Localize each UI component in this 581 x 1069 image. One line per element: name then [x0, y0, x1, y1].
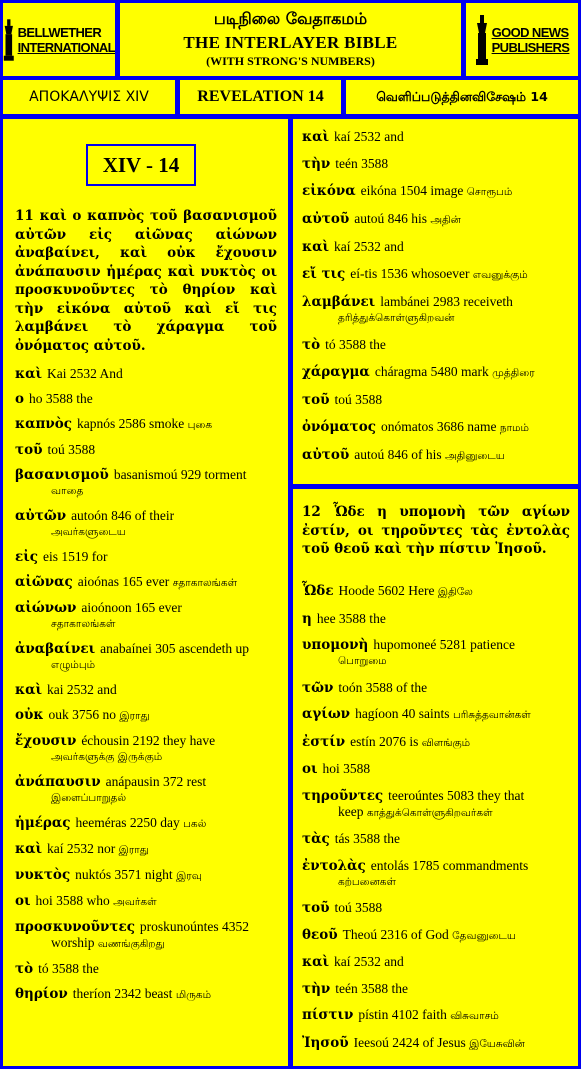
word-entry — [15, 961, 279, 977]
word-entry — [302, 831, 570, 847]
tamil-gloss: வாதை — [51, 485, 84, 497]
tamil-gloss: அதினுடைய — [444, 450, 505, 462]
transliteration-strongs-gloss: hee 3588 the — [316, 610, 386, 626]
verse-12-word-list — [302, 583, 570, 1062]
transliteration-strongs-gloss: autoú 846 of his — [354, 447, 442, 462]
transliteration-strongs-gloss: estín 2076 is — [350, 733, 419, 749]
word-entry — [302, 734, 570, 751]
transliteration-strongs-gloss: tás 3588 the — [334, 831, 400, 846]
greek-word: τοῦ — [15, 442, 43, 458]
tamil-gloss: இரவு — [176, 870, 202, 882]
word-entry — [302, 447, 570, 464]
word-entry — [15, 416, 279, 433]
word-entry — [302, 637, 570, 669]
verse-12-greek: 12 Ὧδε η υπομονὴ τῶν αγίων ἐστίν, οι τηροῦντες τὰς ἐντολὰς τοῦ θεοῦ καὶ τὴν πίστιν Ἰησοῦ. — [302, 504, 570, 557]
greek-word: ἔχουσιν — [15, 733, 77, 749]
bible-subtitle: (WITH STRONG'S NUMBERS) — [206, 54, 375, 68]
right-logo-line2: PUBLISHERS — [491, 39, 570, 55]
transliteration-strongs-gloss: hagíoon 40 saints — [355, 706, 450, 721]
greek-word: βασανισμοῦ — [15, 467, 109, 483]
word-entry — [302, 611, 570, 627]
greek-word: τὴν — [302, 980, 331, 997]
greek-word: ἀνάπαυσιν — [15, 774, 101, 790]
greek-word: Ἰησοῦ — [302, 1034, 349, 1051]
transliteration-strongs-gloss: lambánei 2983 receiveth — [380, 294, 513, 309]
english-book-title: REVELATION 14 — [180, 80, 341, 114]
right-logo-line1: GOOD NEWS — [491, 24, 569, 40]
verse-11-greek: 11 καὶ ο καπνὸς τοῦ βασανισμοῦ αὐτῶν εἰς αἰῶνας αἰώνων ἀναβαίνει, καὶ οὐκ ἔχουσιν ἀνάπαυσιν ἡμέρας καὶ νυκτὸς οι προσκυνοῦντες τὸ θηρίον καὶ τὴν εἰκόνα αὐτοῦ καὶ εἴ τις λαμβάνει τὸ χάραγμα τοῦ ὀνόματος αὐτοῦ. — [15, 208, 277, 354]
transliteration-strongs-gloss: ouk 3756 no — [48, 707, 116, 722]
verse-11-word-list-continued — [302, 129, 570, 475]
word-entry — [302, 900, 570, 916]
greek-word: καπνὸς — [15, 416, 72, 432]
transliteration-strongs-gloss: hoi 3588 who — [35, 893, 110, 908]
transliteration-strongs-gloss: autoú 846 his — [354, 211, 427, 226]
word-entry — [15, 442, 279, 458]
word-entry — [302, 1007, 570, 1024]
tamil-gloss: விசுவாசம் — [450, 1010, 499, 1022]
word-entry — [15, 733, 279, 765]
tamil-gloss: பரிசுத்தவான்கள் — [452, 709, 531, 721]
greek-word: οὐκ — [15, 707, 44, 723]
word-entry — [15, 508, 279, 540]
tamil-gloss: தேவனுடைய — [452, 929, 516, 942]
bellwether-logo — [3, 3, 115, 76]
transliteration-strongs-gloss: aioónoon 165 ever — [81, 600, 182, 615]
transliteration-strongs-gloss: entolás 1785 commandments — [370, 857, 529, 873]
transliteration-strongs-gloss: anápausin 372 rest — [105, 774, 207, 789]
tamil-gloss: அவர்களுடைய — [51, 526, 126, 538]
greek-word: υπομονὴ — [302, 637, 369, 653]
tamil-gloss: பொறுமை — [338, 655, 387, 667]
greek-word: θεοῦ — [302, 926, 338, 943]
transliteration-strongs-gloss: nuktós 3571 night — [75, 867, 173, 882]
left-logo-line2: INTERNATIONAL — [17, 39, 115, 55]
word-entry — [15, 815, 279, 832]
transliteration-strongs-gloss: eikóna 1504 image — [360, 183, 464, 198]
transliteration-strongs-gloss: theríon 2342 beast — [72, 986, 173, 1001]
greek-word: ἡμέρας — [15, 815, 71, 831]
transliteration-strongs-gloss: toú 3588 — [334, 900, 383, 915]
transliteration-strongs-gloss: teén 3588 — [335, 156, 389, 171]
word-entry — [15, 366, 279, 382]
transliteration-strongs-gloss: hoi 3588 — [322, 761, 371, 776]
left-column — [3, 119, 288, 1066]
greek-word: καὶ — [302, 954, 330, 970]
greek-word: οι — [15, 893, 31, 909]
word-entry — [302, 680, 570, 696]
word-entry — [302, 1035, 570, 1052]
transliteration-strongs-gloss: basanismoú 929 torment — [113, 467, 247, 482]
greek-word: ἐστίν — [302, 733, 346, 750]
transliteration-strongs-gloss: teeroúntes 5083 they that — [388, 787, 525, 803]
good-news-logo — [466, 3, 578, 76]
greek-word: νυκτὸς — [15, 867, 71, 883]
transliteration-strongs-gloss: tó 3588 the — [325, 337, 386, 352]
greek-word: καὶ — [302, 239, 330, 255]
word-entry — [15, 549, 279, 565]
greek-word: τὸ — [302, 337, 321, 353]
right-bottom-column — [293, 489, 578, 1066]
tamil-gloss: எவனுக்கும் — [472, 269, 528, 281]
word-entry — [15, 467, 279, 499]
word-entry — [15, 641, 279, 673]
tamil-gloss: வணங்குகிறது — [97, 938, 165, 950]
greek-word: καὶ — [15, 366, 43, 382]
greek-word: ἀναβαίνει — [15, 641, 96, 657]
transliteration-strongs-gloss: ho 3588 the — [29, 391, 93, 406]
word-entry — [302, 392, 570, 408]
tamil-gloss: மிருகம் — [175, 989, 212, 1001]
greek-word: οι — [302, 761, 318, 777]
greek-word: τὸ — [15, 961, 34, 977]
left-logo-line1: BELLWETHER — [17, 24, 102, 40]
tamil-gloss: அவர்கள் — [113, 896, 157, 908]
transliteration-strongs-gloss: kaí 2532 and — [334, 239, 404, 254]
word-entry — [15, 893, 279, 910]
tamil-title: படிநிலை வேதாகமம் — [213, 9, 368, 28]
greek-word: τὴν — [302, 156, 331, 172]
transliteration-strongs-gloss: échousin 2192 they have — [81, 733, 216, 748]
chapter-label: XIV - 14 — [86, 144, 196, 186]
greek-word: πίστιν — [302, 1007, 354, 1023]
greek-word: ο — [15, 391, 25, 407]
greek-word: τηροῦντες — [302, 787, 384, 804]
greek-word: ἐντολὰς — [302, 857, 366, 874]
tamil-gloss: புகை — [187, 419, 213, 431]
word-entry — [302, 788, 570, 821]
greek-word: η — [302, 610, 312, 627]
tamil-gloss: இதிலே — [437, 586, 473, 598]
tamil-gloss: இயேசுவின் — [469, 1037, 525, 1050]
tower-icon — [475, 15, 489, 65]
word-entry — [302, 239, 570, 255]
right-top-column — [293, 119, 578, 484]
word-entry — [15, 919, 279, 952]
greek-word: τὰς — [302, 831, 330, 847]
word-entry — [302, 761, 570, 777]
gloss-continued: keep — [338, 803, 364, 819]
word-entry — [15, 867, 279, 884]
tamil-gloss: சதாகாலங்கள் — [51, 618, 116, 630]
greek-word: λαμβάνει — [302, 294, 376, 310]
greek-word: ὀνόματος — [302, 419, 376, 435]
word-entry — [15, 986, 279, 1003]
transliteration-strongs-gloss: Kai 2532 And — [47, 366, 123, 381]
greek-book-title: ΑΠΟΚΑΛΥΨΙΣ XIV — [3, 80, 175, 114]
transliteration-strongs-gloss: teén 3588 the — [335, 980, 408, 996]
tamil-gloss: கற்பனைகள் — [338, 875, 396, 888]
greek-word: αἰώνων — [15, 600, 77, 616]
transliteration-strongs-gloss: kapnós 2586 smoke — [76, 416, 185, 431]
transliteration-strongs-gloss: proskunoúntes 4352 — [139, 919, 250, 934]
gloss-continued: worship — [51, 935, 95, 950]
tamil-gloss: அதின் — [430, 214, 461, 226]
transliteration-strongs-gloss: toón 3588 of the — [338, 679, 428, 695]
word-entry — [302, 211, 570, 228]
tamil-gloss: பகல் — [183, 818, 207, 830]
transliteration-strongs-gloss: eis 1519 for — [42, 549, 108, 564]
word-entry — [15, 841, 279, 858]
greek-word: εἰς — [15, 549, 38, 565]
transliteration-strongs-gloss: heeméras 2250 day — [75, 815, 180, 830]
greek-word: αὐτῶν — [15, 508, 67, 524]
tamil-gloss: இராது — [119, 710, 150, 722]
tamil-gloss: சொரூபம் — [466, 186, 513, 198]
word-entry — [302, 294, 570, 326]
tamil-gloss: விளங்கும் — [421, 736, 471, 749]
transliteration-strongs-gloss: kai 2532 and — [47, 682, 117, 697]
transliteration-strongs-gloss: Hoode 5602 Here — [338, 583, 435, 598]
word-entry — [15, 774, 279, 806]
word-entry — [15, 682, 279, 698]
word-entry — [302, 583, 570, 600]
tamil-gloss: முத்திரை — [492, 367, 535, 379]
greek-word: προσκυνοῦντες — [15, 919, 135, 935]
transliteration-strongs-gloss: kaí 2532 and — [334, 954, 404, 969]
transliteration-strongs-gloss: cháragma 5480 mark — [374, 364, 489, 379]
greek-word: Ὧδε — [302, 583, 334, 599]
greek-word: θηρίον — [15, 986, 68, 1002]
transliteration-strongs-gloss: aioónas 165 ever — [77, 574, 170, 589]
greek-word: καὶ — [15, 841, 43, 857]
transliteration-strongs-gloss: toú 3588 — [47, 442, 96, 457]
greek-word: αγίων — [302, 706, 351, 722]
transliteration-strongs-gloss: eí-tis 1536 whosoever — [350, 266, 470, 281]
word-entry — [302, 419, 570, 436]
tamil-gloss: காத்துக்கொள்ளுகிறவர்கள் — [366, 806, 493, 819]
transliteration-strongs-gloss: kaí 2532 nor — [47, 841, 116, 856]
word-entry — [302, 927, 570, 944]
word-entry — [302, 981, 570, 997]
word-entry — [15, 574, 279, 591]
transliteration-strongs-gloss: Ieesoú 2424 of Jesus — [353, 1034, 466, 1050]
greek-word: εἰκόνα — [302, 183, 356, 199]
word-entry — [302, 266, 570, 283]
word-entry — [302, 364, 570, 381]
transliteration-strongs-gloss: onómatos 3686 name — [380, 419, 497, 434]
transliteration-strongs-gloss: toú 3588 — [334, 392, 383, 407]
greek-word: εἴ τις — [302, 266, 346, 282]
greek-word: τοῦ — [302, 392, 330, 408]
word-entry — [302, 337, 570, 353]
greek-word: καὶ — [15, 682, 43, 698]
word-entry — [302, 156, 570, 172]
transliteration-strongs-gloss: Theoú 2316 of God — [342, 926, 449, 942]
tamil-book-title: வெளிப்படுத்தினவிசேஷம் 14 — [346, 80, 578, 114]
transliteration-strongs-gloss: tó 3588 the — [38, 961, 99, 976]
word-entry — [302, 706, 570, 723]
tamil-gloss: நாமம் — [499, 422, 529, 434]
word-entry — [15, 391, 279, 407]
word-entry — [15, 600, 279, 632]
word-entry — [15, 707, 279, 724]
greek-word: τῶν — [302, 679, 334, 696]
transliteration-strongs-gloss: pístin 4102 faith — [358, 1007, 447, 1022]
tamil-gloss: அவர்களுக்கு இருக்கும் — [51, 751, 163, 763]
transliteration-strongs-gloss: autoón 846 of their — [71, 508, 175, 523]
tamil-gloss: சதாகாலங்கள் — [172, 577, 238, 589]
greek-word: αὐτοῦ — [302, 447, 350, 463]
bible-title: THE INTERLAYER BIBLE — [183, 33, 398, 52]
word-entry — [302, 858, 570, 890]
word-entry — [302, 954, 570, 970]
tamil-gloss: தரித்துக்கொள்ளுகிறவன் — [338, 312, 455, 324]
word-entry — [302, 183, 570, 200]
tamil-gloss: இராது — [118, 844, 149, 856]
greek-word: χάραγμα — [302, 364, 370, 380]
transliteration-strongs-gloss: kaí 2532 and — [334, 129, 404, 144]
greek-word: τοῦ — [302, 900, 330, 916]
greek-word: αἰῶνας — [15, 574, 73, 590]
transliteration-strongs-gloss: anabaínei 305 ascendeth up — [100, 641, 249, 656]
tamil-gloss: இளைப்பாறுதல் — [51, 792, 127, 804]
tamil-gloss: எழும்பும் — [51, 659, 96, 671]
transliteration-strongs-gloss: hupomoneé 5281 patience — [373, 637, 516, 652]
title-block — [120, 3, 461, 76]
bell-tower-icon — [3, 15, 15, 65]
verse-11-word-list — [15, 366, 279, 1012]
greek-word: αὐτοῦ — [302, 211, 350, 227]
greek-word: καὶ — [302, 129, 330, 145]
word-entry — [302, 129, 570, 145]
